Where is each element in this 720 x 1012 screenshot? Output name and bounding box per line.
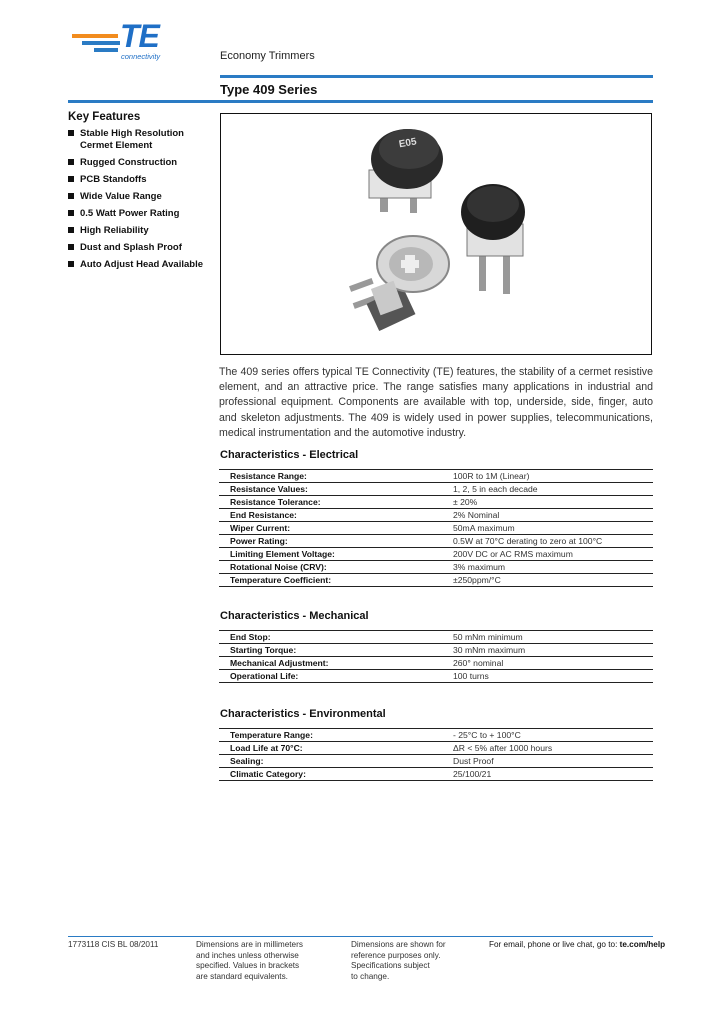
bullet-icon [68, 176, 74, 182]
footer-rule [68, 936, 653, 937]
contact-prefix: For email, phone or live chat, go to: [489, 940, 620, 949]
bullet-icon [68, 261, 74, 267]
table-row: Wiper Current: 50mA maximum [219, 522, 653, 535]
table-row: Power Rating: 0.5W at 70°C derating to zero at 100°C [219, 535, 653, 548]
bullet-icon [68, 244, 74, 250]
reference-note: Dimensions are shown for reference purposes only. Specifications subject to change. [351, 940, 446, 981]
header-rule [220, 75, 653, 78]
bullet-icon [68, 210, 74, 216]
table-row: Starting Torque: 30 mNm maximum [219, 644, 653, 657]
bullet-icon [68, 193, 74, 199]
trimmer-top-view [369, 129, 443, 213]
bullet-icon [68, 159, 74, 165]
trimmer-side-view [461, 184, 525, 294]
electrical-table [219, 469, 653, 587]
key-features-title: Key Features [68, 111, 141, 123]
feature-item: Wide Value Range [68, 191, 208, 203]
table-row: Sealing: Dust Proof [219, 755, 653, 768]
trimmer-skeleton-view [349, 236, 449, 331]
logo-brand: TE [120, 18, 159, 54]
feature-item: 0.5 Watt Power Rating [68, 208, 208, 220]
doc-code: 1773118 CIS BL 08/2011 [68, 940, 159, 949]
feature-item: Rugged Construction [68, 157, 208, 169]
dimensions-note: Dimensions are in millimeters and inches unless otherwise specified. Values in brackets are standard equivalents. [196, 940, 303, 981]
feature-item: Auto Adjust Head Available [68, 259, 208, 271]
table-row: Rotational Noise (CRV): 3% maximum [219, 561, 653, 574]
trimmer-illustration [221, 114, 652, 355]
product-category: Economy Trimmers [220, 50, 315, 62]
key-features-list [68, 128, 208, 276]
svg-text:E05: E05 [398, 136, 418, 151]
logo-tagline: connectivity [121, 52, 161, 61]
mechanical-table [219, 630, 653, 683]
table-row: Resistance Tolerance: ± 20% [219, 496, 653, 509]
contact-link[interactable]: te.com/help [619, 940, 666, 949]
bullet-icon [68, 227, 74, 233]
table-row: Load Life at 70°C: ΔR < 5% after 1000 hours [219, 742, 653, 755]
mechanical-section-title: Characteristics - Mechanical [220, 610, 369, 622]
bullet-icon [68, 130, 74, 136]
table-row: End Stop: 50 mNm minimum [219, 631, 653, 644]
contact-line [489, 940, 665, 951]
table-row: Mechanical Adjustment: 260° nominal [219, 657, 653, 670]
feature-item: PCB Standoffs [68, 174, 208, 186]
series-description: The 409 series offers typical TE Connectivity (TE) features, the stability of a cermet resistive element, and an attractive price. The range satisfies many applications in industrial and professional equipment. Components are available with top, underside, side, finger, auto and skeleton adjustments. The 409 is widely used in power supplies, telecommunications, medical instrumentation and the automotive industry. [219, 366, 653, 439]
table-row: Temperature Range: - 25°C to + 100°C [219, 729, 653, 742]
title-rule [68, 100, 653, 103]
table-row: Resistance Range: 100R to 1M (Linear) [219, 470, 653, 483]
feature-item: Dust and Splash Proof [68, 242, 208, 254]
table-row: Resistance Values: 1, 2, 5 in each decade [219, 483, 653, 496]
feature-item: Stable High Resolution Cermet Element [68, 128, 208, 152]
table-row: End Resistance: 2% Nominal [219, 509, 653, 522]
table-row: Temperature Coefficient: ±250ppm/°C [219, 574, 653, 587]
table-row: Climatic Category: 25/100/21 [219, 768, 653, 781]
table-row: Limiting Element Voltage: 200V DC or AC RMS maximum [219, 548, 653, 561]
series-title: Type 409 Series [220, 82, 318, 97]
feature-item: High Reliability [68, 225, 208, 237]
environmental-table [219, 728, 653, 781]
table-row: Operational Life: 100 turns [219, 670, 653, 683]
environmental-section-title: Characteristics - Environmental [220, 708, 386, 720]
product-photo [220, 113, 652, 355]
electrical-section-title: Characteristics - Electrical [220, 449, 359, 461]
